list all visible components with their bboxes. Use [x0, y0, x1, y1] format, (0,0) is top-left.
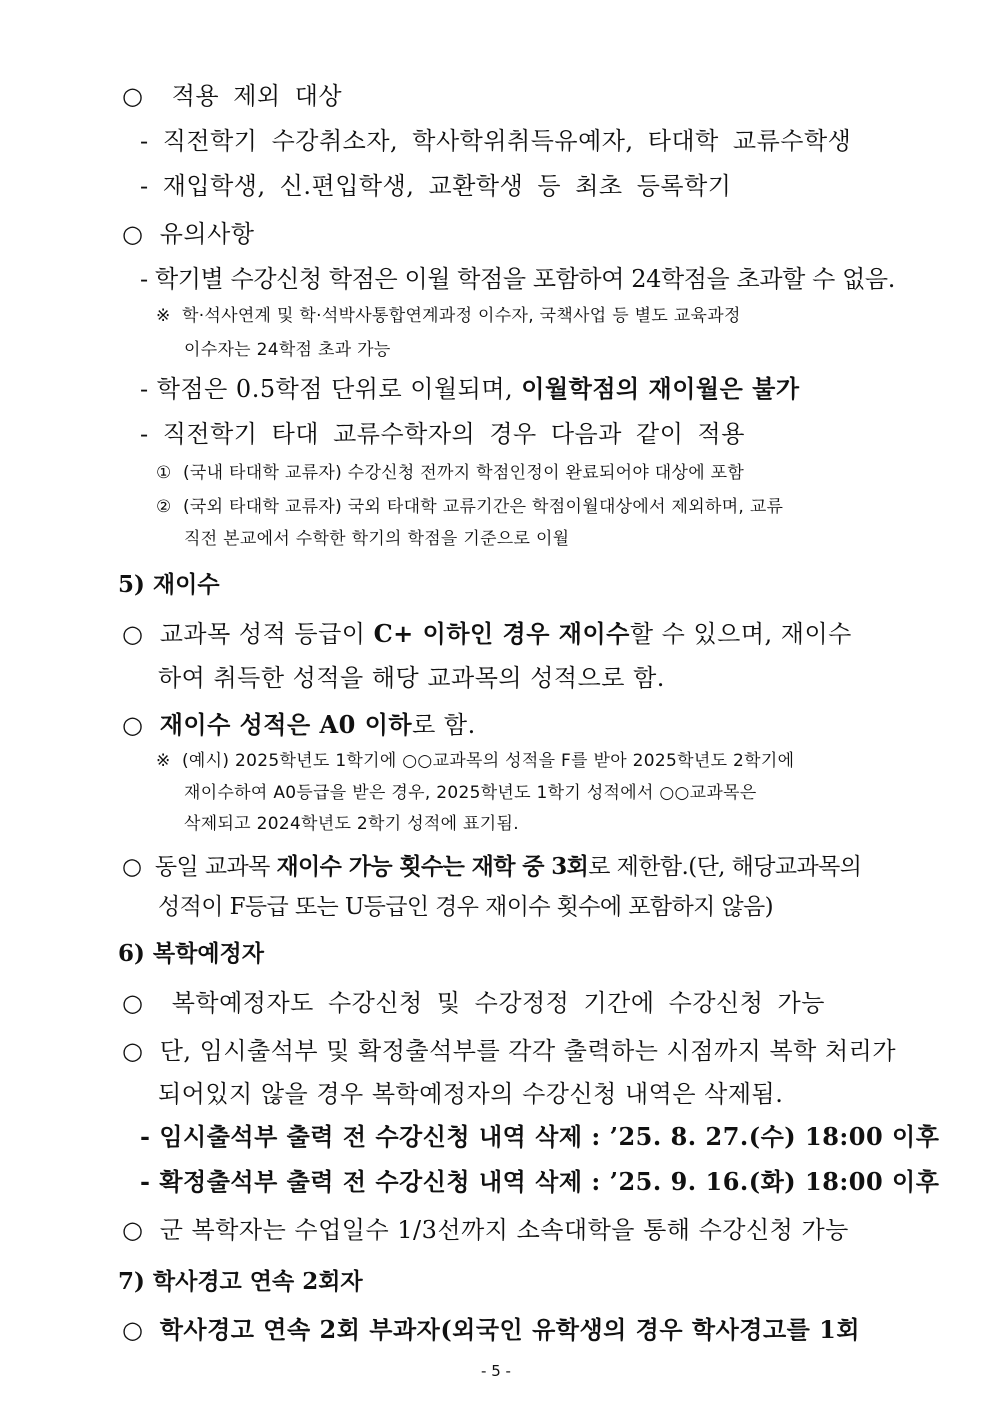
circle-bullet-icon: ○ — [122, 620, 144, 648]
circle-bullet-icon: ○ — [122, 1216, 144, 1244]
circle-bullet-icon: ○ — [122, 82, 144, 110]
circle-bullet-icon: ○ — [122, 711, 144, 739]
example: ※ (예시) 2025학년도 1학기에 ○○교과목의 성적을 F를 받아 2025학년도 2학기에 — [156, 751, 795, 771]
circled-one-icon: ① — [156, 463, 172, 483]
circle-bullet-icon: ○ — [122, 220, 144, 248]
circle-bullet-icon: ○ — [122, 989, 144, 1017]
page-number: - 5 - — [481, 1362, 511, 1380]
list-item: - 재입학생, 신.편입학생, 교환학생 등 최초 등록학기 — [140, 172, 732, 200]
paragraph: ○ 동일 교과목 재이수 가능 횟수는 재학 중 3회로 제한함.(단, 해당교과목의 — [122, 853, 862, 880]
deadline-item: - 임시출석부 출력 전 수강신청 내역 삭제 : ’25. 8. 27.(수) 18:00 이후 — [140, 1122, 940, 1151]
sub-item: ② (국외 타대학 교류자) 국외 타대학 교류기간은 학점이월대상에서 제외하며, 교류 — [156, 497, 784, 517]
section-heading-returning: 6) 복학예정자 — [118, 940, 264, 967]
sub-item: ① (국내 타대학 교류자) 수강신청 전까지 학점인정이 완료되어야 대상에 포함 — [156, 463, 745, 483]
example: 재이수하여 A0등급을 받은 경우, 2025학년도 1학기 성적에서 ○○교과목은 — [184, 783, 757, 803]
list-item: - 학기별 수강신청 학점은 이월 학점을 포함하여 24학점을 초과할 수 없음. — [140, 265, 895, 293]
paragraph: 되어있지 않을 경우 복학예정자의 수강신청 내역은 삭제됨. — [158, 1080, 784, 1108]
circle-bullet-icon: ○ — [122, 1316, 144, 1344]
paragraph: ○ 재이수 성적은 A0 이하로 함. — [122, 710, 476, 739]
note: ※ 학·석사연계 및 학·석박사통합연계과정 이수자, 국책사업 등 별도 교육과정 — [156, 306, 741, 326]
reference-mark-icon: ※ — [156, 751, 171, 771]
exclusions-title: ○ 적용 제외 대상 — [122, 82, 343, 110]
paragraph: 성적이 F등급 또는 U등급인 경우 재이수 횟수에 포함하지 않음) — [158, 894, 774, 920]
section-heading-retake: 5) 재이수 — [118, 571, 220, 598]
circle-bullet-icon: ○ — [122, 1037, 144, 1065]
paragraph: ○ 복학예정자도 수강신청 및 수강정정 기간에 수강신청 가능 — [122, 989, 825, 1017]
list-item: - 직전학기 수강취소자, 학사학위취득유예자, 타대학 교류수학생 — [140, 127, 852, 155]
paragraph: ○ 군 복학자는 수업일수 1/3선까지 소속대학을 통해 수강신청 가능 — [122, 1216, 849, 1244]
reference-mark-icon: ※ — [156, 306, 171, 326]
note: 이수자는 24학점 초과 가능 — [184, 340, 391, 360]
list-item: - 학점은 0.5학점 단위로 이월되며, 이월학점의 재이월은 불가 — [140, 374, 800, 403]
paragraph: ○ 단, 임시출석부 및 확정출석부를 각각 출력하는 시점까지 복학 처리가 — [122, 1037, 897, 1065]
sub-item: 직전 본교에서 수학한 학기의 학점을 기준으로 이월 — [184, 529, 570, 549]
circled-two-icon: ② — [156, 497, 172, 517]
paragraph: 하여 취득한 성적을 해당 교과목의 성적으로 함. — [158, 664, 665, 692]
notes-title: ○ 유의사항 — [122, 220, 255, 248]
section-heading-warning: 7) 학사경고 연속 2회자 — [118, 1268, 363, 1295]
paragraph: ○ 학사경고 연속 2회 부과자(외국인 유학생의 경우 학사경고를 1회 — [122, 1315, 861, 1344]
paragraph: ○ 교과목 성적 등급이 C+ 이하인 경우 재이수할 수 있으며, 재이수 — [122, 619, 852, 648]
deadline-item: - 확정출석부 출력 전 수강신청 내역 삭제 : ’25. 9. 16.(화) 18:00 이후 — [140, 1167, 940, 1196]
example: 삭제되고 2024학년도 2학기 성적에 표기됨. — [184, 814, 519, 834]
circle-bullet-icon: ○ — [122, 854, 142, 880]
list-item: - 직전학기 타대 교류수학자의 경우 다음과 같이 적용 — [140, 420, 745, 448]
